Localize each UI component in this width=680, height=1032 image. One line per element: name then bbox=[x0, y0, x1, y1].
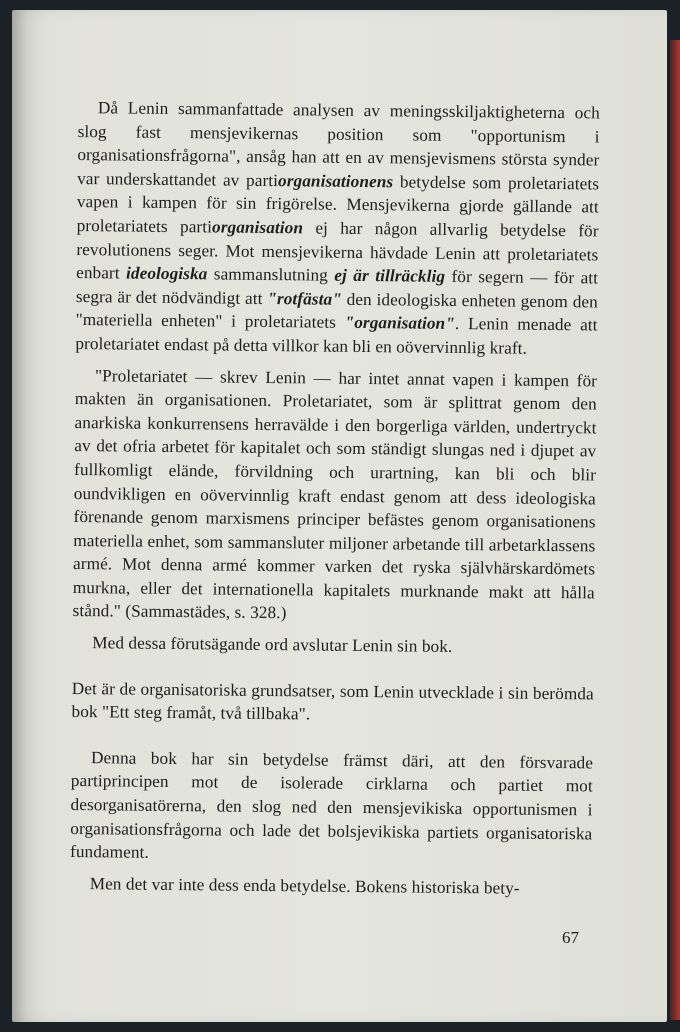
text-run: för segern — för att segra är det nödvändigt att bbox=[75, 267, 599, 308]
emphasis: ideologiska bbox=[126, 263, 208, 284]
paragraph-5: Denna bok har sin betydelse främst däri, att den försvarade partiprincipen mot de isolerade cirklarna och partiet mot desorganisatörerna, den slog ned den mensjevikiska opportunismen i organisationsfrågorna och lade det bolsjevikiska partiets organisatoriska fundament. bbox=[69, 748, 594, 863]
text-run: . Lenin menade att proletariatet endast på detta villkor kan bli en oövervinnlig kraft. bbox=[75, 314, 598, 358]
paragraph-4: Det är de organisatoriska grundsatser, som Lenin utvecklade i sin berömda bok "Ett steg framåt, två tillbaka". bbox=[71, 678, 594, 724]
text-run: den ideologiska enheten genom den "materiella enheten" i proletariatets bbox=[75, 289, 598, 333]
emphasis: "rotfästa" bbox=[267, 288, 342, 309]
emphasis: "organisation" bbox=[344, 313, 456, 334]
emphasis: organisationens bbox=[277, 170, 394, 192]
paragraph-2-quote: "Proletariatet — skrev Lenin — har intet annat vapen i kampen för makten än organisationen. Proletariatet, som är splittrat genom den anarkiska konkurrensens herravälde i den borgerliga världen, undertryckt av det ofria arbetet för kapitalet och som ständigt slungas ned i djupet av fullkomligt elände, förvildning och urartning, kan bli och blir oundvikligen en oövervinnlig kraft endast genom att dess ideologiska förenande genom marxismens principer befästes genom organisationens materiella enhet, som sammansluter miljoner arbetande till arbetarklassens armé. Mot denna armé kommer varken det ryska självhärskardömets murkna, eller det internationella kapitalets murknande makt att hålla stånd." (Sammastädes, s. 328.) bbox=[72, 365, 598, 623]
emphasis: organisation bbox=[211, 217, 304, 238]
paragraph-3: Med dessa förutsägande ord avslutar Lenin sin bok. bbox=[92, 633, 453, 657]
text-run: ej har någon allvarlig betydelse för revolutionens seger. Mot mensjevikerna hävdade Lenin att proletariatets enbart bbox=[76, 218, 599, 283]
text-run: sammanslutning bbox=[207, 264, 335, 285]
text-run: Då Lenin sammanfattade analysen av meningsskiljaktigheterna och slog fast mensjevikernas position som "opportunism i organisationsfrågorna", ansåg han att en av mensjevismens största synder var underskattandet av parti bbox=[77, 98, 600, 190]
text-run: betydelse som proletariatets vapen i kampen för sin frigörelse. Mensjevikerna gjorde gällande att proletariatets parti bbox=[76, 172, 600, 237]
book-cover-edge bbox=[670, 40, 680, 1020]
paragraph-6: Men det var inte dess enda betydelse. Bokens historiska bety- bbox=[89, 873, 520, 898]
paragraph-1 bbox=[75, 96, 600, 361]
page-number: 67 bbox=[562, 928, 579, 947]
book-page bbox=[12, 10, 667, 1022]
emphasis: ej är tillräcklig bbox=[334, 265, 446, 287]
page-body-text bbox=[70, 96, 600, 909]
